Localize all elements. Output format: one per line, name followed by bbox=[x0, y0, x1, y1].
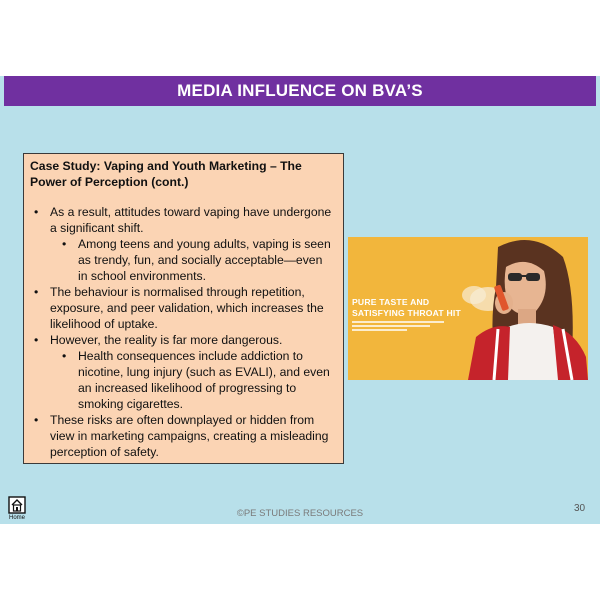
ad-fine-print bbox=[352, 321, 444, 333]
bullet-item: • These risks are often downplayed or hidden from view in marketing campaigns, creating a misleading perception of safety. bbox=[30, 412, 335, 460]
bullet-item: • However, the reality is far more dangerous. bbox=[30, 332, 335, 348]
copyright-text: ©PE STUDIES RESOURCES bbox=[236, 508, 364, 519]
bullet-item: • Among teens and young adults, vaping is seen as trendy, fun, and socially acceptable—even in school environments. bbox=[30, 236, 335, 284]
vape-advertisement-image bbox=[348, 237, 588, 380]
ad-headline: PURE TASTE AND SATISFYING THROAT HIT bbox=[352, 297, 461, 318]
home-label: Home bbox=[8, 515, 25, 521]
title-bar bbox=[4, 76, 596, 106]
bullet-item: • The behaviour is normalised through repetition, exposure, and peer validation, which increases the likelihood of uptake. bbox=[30, 284, 335, 332]
bullet-list bbox=[30, 204, 335, 460]
slide-title: MEDIA INFLUENCE ON BVA’S bbox=[177, 81, 423, 100]
bullet-item: • As a result, attitudes toward vaping have undergone a significant shift. bbox=[30, 204, 335, 236]
slide bbox=[0, 76, 600, 524]
case-study-box bbox=[23, 153, 344, 464]
bullet-item: • Health consequences include addiction to nicotine, lung injury (such as EVALI), and even an increased likelihood of progressing to smoking cigarettes. bbox=[30, 348, 335, 412]
page-number: 30 bbox=[574, 503, 586, 514]
case-study-heading: Case Study: Vaping and Youth Marketing – The Power of Perception (cont.) bbox=[30, 159, 302, 189]
